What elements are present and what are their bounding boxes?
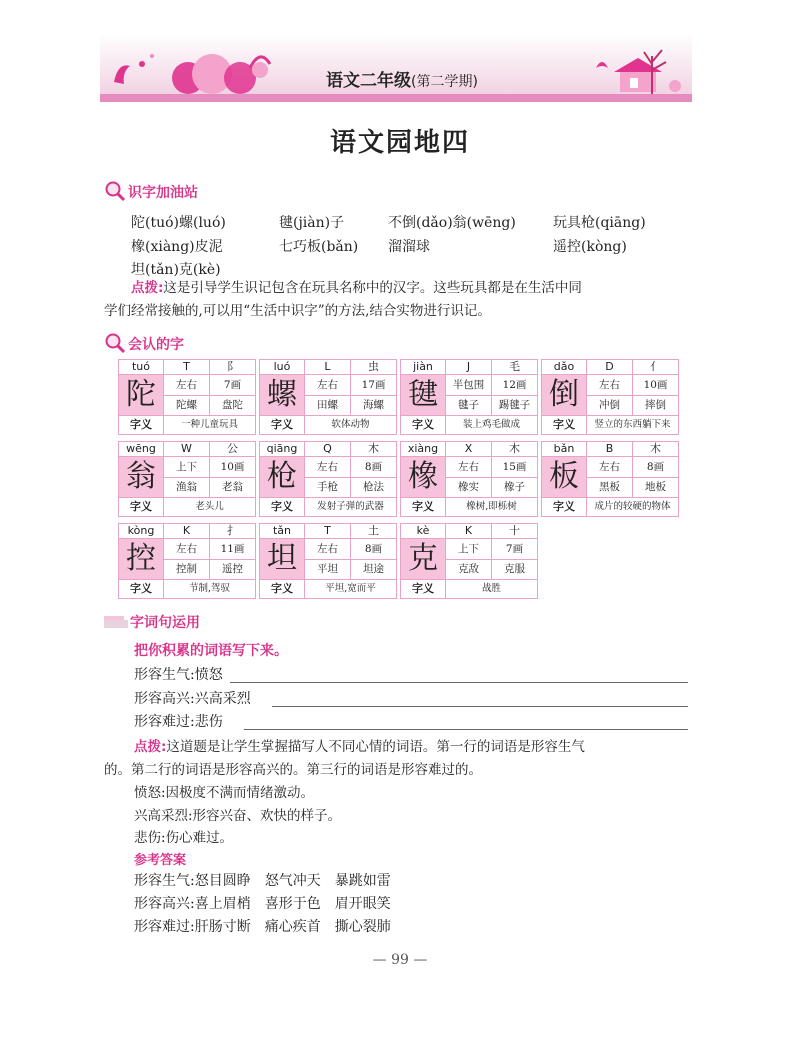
note-line: 愤怒:因极度不满而情绪激动。 — [134, 785, 315, 801]
radical: 木 — [492, 442, 538, 457]
character-card — [259, 441, 396, 517]
pinyin: luó — [260, 360, 305, 375]
meaning: 竖立的东西躺下来 — [587, 416, 679, 435]
meaning-label: 字义 — [119, 498, 164, 517]
character-card — [259, 359, 396, 435]
character-card — [118, 359, 255, 435]
hint-paragraph: 点拨:这是引导学生识记包含在玩具名称中的汉字。这些玩具都是在生活中同 — [131, 280, 582, 296]
radical: 阝 — [210, 360, 256, 375]
meaning: 软体动物 — [305, 416, 397, 435]
toy-word: 遥控(kòng) — [553, 239, 627, 255]
initial-letter: K — [164, 524, 210, 539]
answer-line-text: 形容生气:怒目圆睁 怒气冲天 暴跳如雷 — [134, 873, 391, 889]
initial-letter: B — [587, 442, 633, 457]
toy-word: 不倒(dǎo)翁(wēng) — [388, 215, 516, 231]
word: 平坦 — [305, 559, 351, 580]
character-card — [118, 523, 255, 599]
initial-letter: W — [164, 442, 210, 457]
answer-line-text: 形容难过:肝肠寸断 痛心疾首 撕心裂肺 — [134, 919, 391, 935]
stroke-count: 8画 — [351, 457, 397, 478]
stroke-count: 17画 — [351, 375, 397, 396]
stroke-count: 10画 — [633, 375, 679, 396]
meaning: 平坦,宽而平 — [305, 580, 397, 599]
meaning-label: 字义 — [401, 580, 446, 599]
toy-word: 七巧板(bǎn) — [279, 239, 359, 255]
radical: 木 — [351, 442, 397, 457]
toy-word: 毽(jiàn)子 — [279, 215, 345, 231]
meaning-label: 字义 — [260, 580, 305, 599]
answer-title: 参考答案 — [134, 853, 187, 868]
stroke-count: 7画 — [492, 539, 538, 560]
initial-letter: K — [446, 524, 492, 539]
pinyin: wēng — [119, 442, 164, 457]
character-card — [259, 523, 396, 599]
structure: 左右 — [305, 457, 351, 478]
magnifier-icon — [104, 180, 126, 202]
fill-line: 形容难过:悲伤 — [134, 714, 223, 730]
meaning-label: 字义 — [119, 580, 164, 599]
structure: 左右 — [587, 457, 633, 478]
book-title: 语文二年级(第二学期) — [326, 71, 478, 91]
word: 控制 — [164, 559, 210, 580]
radical: 扌 — [210, 524, 256, 539]
initial-letter: T — [305, 524, 351, 539]
stroke-count: 15画 — [492, 457, 538, 478]
stroke-count: 8画 — [633, 457, 679, 478]
instruction: 把你积累的词语写下来。 — [134, 643, 288, 659]
answer-line — [272, 706, 688, 707]
toy-word: 橡(xiàng)皮泥 — [131, 239, 223, 255]
meaning-label: 字义 — [401, 416, 446, 435]
section-title-recognition: 识字加油站 — [128, 185, 198, 201]
word: 渔翁 — [164, 477, 210, 498]
fill-line: 形容生气:愤怒 — [134, 667, 223, 683]
radical: 土 — [351, 524, 397, 539]
pinyin: jiàn — [401, 360, 446, 375]
structure: 上下 — [446, 539, 492, 560]
structure: 左右 — [164, 375, 210, 396]
word: 橡实 — [446, 477, 492, 498]
word: 毽子 — [446, 395, 492, 416]
answer-line — [244, 729, 688, 730]
word: 老翁 — [210, 477, 256, 498]
big-character: 螺 — [260, 375, 305, 416]
word: 田螺 — [305, 395, 351, 416]
word: 克服 — [492, 559, 538, 580]
character-card — [541, 359, 678, 435]
word: 橡子 — [492, 477, 538, 498]
meaning-label: 字义 — [119, 416, 164, 435]
initial-letter: D — [587, 360, 633, 375]
meaning: 发射子弹的武器 — [305, 498, 397, 517]
character-card — [118, 441, 255, 517]
structure: 左右 — [305, 539, 351, 560]
radical: 亻 — [633, 360, 679, 375]
word: 踢毽子 — [492, 395, 538, 416]
word: 盘陀 — [210, 395, 256, 416]
note-line: 悲伤:伤心难过。 — [134, 830, 234, 846]
word: 黑板 — [587, 477, 633, 498]
hint-paragraph: 点拨:这道题是让学生掌握描写人不同心情的词语。第一行的词语是形容生气 — [134, 739, 585, 755]
pinyin: xiàng — [401, 442, 446, 457]
character-card — [400, 441, 537, 517]
hint-paragraph-cont: 学们经常接触的,可以用“生活中识字”的方法,结合实物进行识记。 — [104, 303, 491, 319]
word: 海螺 — [351, 395, 397, 416]
magnifier-icon — [104, 332, 126, 354]
word: 地板 — [633, 477, 679, 498]
answer-line — [230, 682, 688, 683]
meaning-label: 字义 — [260, 416, 305, 435]
toy-word: 玩具枪(qiāng) — [553, 215, 646, 231]
stroke-count: 8画 — [351, 539, 397, 560]
structure: 左右 — [587, 375, 633, 396]
big-character: 克 — [401, 539, 446, 580]
meaning: 一种儿童玩具 — [164, 416, 256, 435]
toy-word: 溜溜球 — [388, 239, 430, 255]
meaning: 装上鸡毛做成 — [446, 416, 538, 435]
big-character: 毽 — [401, 375, 446, 416]
structure: 左右 — [305, 375, 351, 396]
lesson-title: 语文园地四 — [329, 128, 470, 158]
toy-word: 陀(tuó)螺(luó) — [131, 215, 226, 231]
answer-line-text: 形容高兴:喜上眉梢 喜形于色 眉开眼笑 — [134, 896, 391, 912]
initial-letter: T — [164, 360, 210, 375]
radical: 虫 — [351, 360, 397, 375]
pinyin: tuó — [119, 360, 164, 375]
word: 枪法 — [351, 477, 397, 498]
pinyin: dǎo — [542, 360, 587, 375]
structure: 半包围 — [446, 375, 492, 396]
pinyin: kè — [401, 524, 446, 539]
pinyin: qiāng — [260, 442, 305, 457]
radical: 十 — [492, 524, 538, 539]
big-character: 陀 — [119, 375, 164, 416]
stroke-count: 10画 — [210, 457, 256, 478]
big-character: 倒 — [542, 375, 587, 416]
page-number: — 99 — — [372, 952, 428, 968]
word: 克敌 — [446, 559, 492, 580]
initial-letter: L — [305, 360, 351, 375]
radical: 毛 — [492, 360, 538, 375]
big-character: 橡 — [401, 457, 446, 498]
big-character: 板 — [542, 457, 587, 498]
character-card — [400, 523, 537, 599]
big-character: 枪 — [260, 457, 305, 498]
initial-letter: Q — [305, 442, 351, 457]
initial-letter: X — [446, 442, 492, 457]
note-line: 兴高采烈:形容兴奋、欢快的样子。 — [134, 808, 342, 824]
character-card — [541, 441, 678, 517]
word: 遥控 — [210, 559, 256, 580]
meaning-label: 字义 — [542, 498, 587, 517]
stroke-count: 12画 — [492, 375, 538, 396]
meaning: 战胜 — [446, 580, 538, 599]
section-title-characters: 会认的字 — [128, 337, 184, 353]
meaning: 老头儿 — [164, 498, 256, 517]
meaning: 节制,驾驭 — [164, 580, 256, 599]
pinyin: bǎn — [542, 442, 587, 457]
word: 摔倒 — [633, 395, 679, 416]
pinyin: kòng — [119, 524, 164, 539]
word: 坦途 — [351, 559, 397, 580]
big-character: 控 — [119, 539, 164, 580]
big-character: 坦 — [260, 539, 305, 580]
pencil-icon — [104, 610, 128, 632]
structure: 上下 — [164, 457, 210, 478]
meaning: 橡树,即栎树 — [446, 498, 538, 517]
toy-word: 坦(tǎn)克(kè) — [131, 262, 221, 278]
meaning-label: 字义 — [542, 416, 587, 435]
meaning: 成片的较硬的物体 — [587, 498, 679, 517]
word: 冲倒 — [587, 395, 633, 416]
stroke-count: 11画 — [210, 539, 256, 560]
meaning-label: 字义 — [260, 498, 305, 517]
section-title-usage: 字词句运用 — [130, 615, 200, 631]
stroke-count: 7画 — [210, 375, 256, 396]
word: 手枪 — [305, 477, 351, 498]
hint-paragraph-cont: 的。第二行的词语是形容高兴的。第三行的词语是形容难过的。 — [104, 762, 482, 778]
fill-line: 形容高兴:兴高采烈 — [134, 691, 251, 707]
meaning-label: 字义 — [401, 498, 446, 517]
pinyin: tǎn — [260, 524, 305, 539]
big-character: 翁 — [119, 457, 164, 498]
radical: 木 — [633, 442, 679, 457]
character-card — [400, 359, 537, 435]
initial-letter: J — [446, 360, 492, 375]
structure: 左右 — [446, 457, 492, 478]
word: 陀螺 — [164, 395, 210, 416]
structure: 左右 — [164, 539, 210, 560]
radical: 公 — [210, 442, 256, 457]
